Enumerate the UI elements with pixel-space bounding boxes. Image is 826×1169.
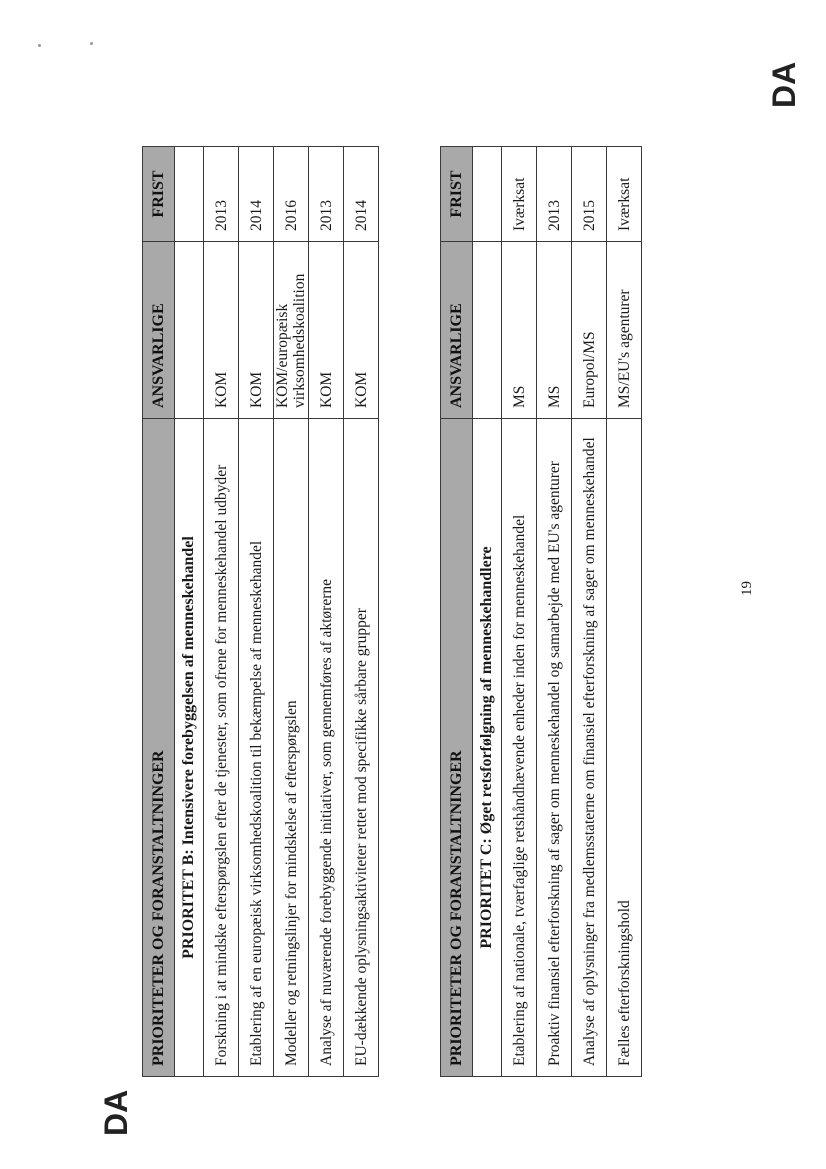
deadline-cell: 2015: [572, 147, 607, 242]
table-row: [309, 147, 344, 1077]
table-row: [239, 147, 274, 1077]
deadline-cell: Iværksat: [502, 147, 537, 242]
deadline-cell: 2016: [274, 147, 309, 242]
table-header-row: [441, 147, 473, 1077]
priority-b-table-wrapper: [142, 146, 379, 1077]
action-cell: Forskning i at mindske efterspørgslen efter de tjenester, som ofrene for menneskehandel udbyder: [204, 419, 239, 1077]
responsible-cell: KOM/europæisk virksomhedskoalition: [274, 242, 309, 419]
priority-c-table-wrapper: [440, 146, 642, 1077]
title-filler: [473, 147, 502, 242]
col-header-actions: PRIORITETER OG FORANSTALTNINGER: [143, 419, 175, 1077]
table-header-row: [143, 147, 175, 1077]
col-header-actions: PRIORITETER OG FORANSTALTNINGER: [441, 419, 473, 1077]
responsible-cell: KOM: [239, 242, 274, 419]
title-filler: [175, 147, 204, 242]
responsible-cell: MS: [537, 242, 572, 419]
language-label-top: DA: [766, 61, 802, 108]
responsible-cell: MS/EU's agenturer: [607, 242, 642, 419]
responsible-cell: Europol/MS: [572, 242, 607, 419]
priority-b-table: [142, 146, 379, 1077]
table-row: [537, 147, 572, 1077]
deadline-cell: Iværksat: [607, 147, 642, 242]
responsible-cell: KOM: [344, 242, 379, 419]
table-row: [344, 147, 379, 1077]
priority-title: PRIORITET C: Øget retsforfølgning af menneskehandlere: [473, 419, 502, 1077]
scan-speck: [90, 42, 93, 45]
action-cell: Analyse af nuværende forebyggende initiativer, som gennemføres af aktørerne: [309, 419, 344, 1077]
col-header-deadline: FRIST: [441, 147, 473, 242]
deadline-cell: 2014: [344, 147, 379, 242]
action-cell: Etablering af en europæisk virksomhedskoalition til bekæmpelse af menneskehandel: [239, 419, 274, 1077]
action-cell: Etablering af nationale, tværfaglige retshåndhævende enheder inden for menneskehandel: [502, 419, 537, 1077]
deadline-cell: 2013: [537, 147, 572, 242]
page-number: 19: [739, 581, 755, 596]
table-row: [274, 147, 309, 1077]
priority-title-row: [473, 147, 502, 1077]
responsible-cell: MS: [502, 242, 537, 419]
title-filler: [473, 242, 502, 419]
table-row: [572, 147, 607, 1077]
scan-speck: [38, 44, 41, 47]
action-cell: Analyse af oplysninger fra medlemsstaterne om finansiel efterforskning af sager om menneskehandel: [572, 419, 607, 1077]
col-header-responsible: ANSVARLIGE: [441, 242, 473, 419]
col-header-deadline: FRIST: [143, 147, 175, 242]
priority-c-table: [440, 146, 642, 1077]
priority-title: PRIORITET B: Intensivere forebyggelsen af menneskehandel: [175, 419, 204, 1077]
priority-title-row: [175, 147, 204, 1077]
deadline-cell: 2014: [239, 147, 274, 242]
title-filler: [175, 242, 204, 419]
deadline-cell: 2013: [309, 147, 344, 242]
table-row: [502, 147, 537, 1077]
action-cell: EU-dækkende oplysningsaktiviteter rettet mod specifikke sårbare grupper: [344, 419, 379, 1077]
responsible-cell: KOM: [309, 242, 344, 419]
action-cell: Fælles efterforskningshold: [607, 419, 642, 1077]
language-label-bottom: DA: [98, 1089, 134, 1136]
deadline-cell: 2013: [204, 147, 239, 242]
responsible-cell: KOM: [204, 242, 239, 419]
table-row: [204, 147, 239, 1077]
action-cell: Proaktiv finansiel efterforskning af sager om menneskehandel og samarbejde med EU's agenturer: [537, 419, 572, 1077]
table-row: [607, 147, 642, 1077]
action-cell: Modeller og retningslinjer for mindskelse af efterspørgslen: [274, 419, 309, 1077]
col-header-responsible: ANSVARLIGE: [143, 242, 175, 419]
